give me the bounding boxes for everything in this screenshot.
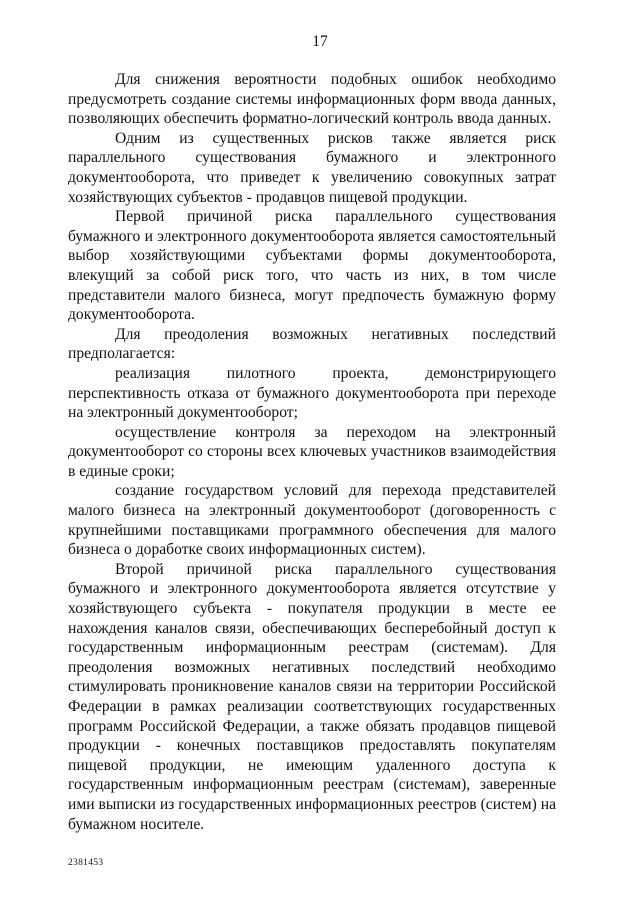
paragraph-second-cause: Второй причиной риска параллельного существования бумажного и электронного документооборота является отсутствие у хозяйствующего субъекта - покупателя продукции в месте ее нахождения каналов связи, обеспечивающих бесперебойный доступ к государственным информационным реестрам (системам). Для преодоления возможных негативных последствий необходимо стимулировать проникновение каналов связи на территории Российской Федерации в рамках реализации соответствующих государственных программ Российской Федерации, а также обязать продавцов пищевой продукции - конечных поставщиков предоставлять покупателям пищевой продукции, не имеющим удаленного доступа к государственным информационным реестрам (системам), заверенные ими выписки из государственных информационных реестров (систем) на бумажном носителе. <box>68 560 556 833</box>
document-body <box>68 70 556 834</box>
page-number: 17 <box>312 33 328 50</box>
paragraph-error-reduction: Для снижения вероятности подобных ошибок необходимо предусмотреть создание системы информационных форм ввода данных, позволяющих обеспечить форматно-логический контроль ввода данных. <box>68 71 556 128</box>
paragraph-transition-control: осуществление контроля за переходом на электронный документооборот со стороны всех ключевых участников взаимодействия в единые сроки; <box>68 423 556 480</box>
document-code: 2381453 <box>68 858 104 868</box>
paragraph-small-business: создание государством условий для перехода представителей малого бизнеса на электронный документооборот (договоренность с крупнейшими поставщиками программного обеспечения для малого бизнеса о доработке своих информационных систем). <box>68 482 556 559</box>
paragraph-parallel-risk: Одним из существенных рисков также является риск параллельного существования бумажного и электронного документооборота, что приведет к увеличению совокупных затрат хозяйствующих субъектов - продавцов пищевой продукции. <box>68 129 556 206</box>
paragraph-mitigation-intro: Для преодоления возможных негативных последствий предполагается: <box>68 325 556 363</box>
paragraph-first-cause: Первой причиной риска параллельного существования бумажного и электронного документооборота является самостоятельный выбор хозяйствующими субъектами формы документооборота, влекущий за собой риск того, что часть из них, в том числе представители малого бизнеса, могут предпочесть бумажную форму документооборота. <box>68 208 556 324</box>
paragraph-pilot-project: реализация пилотного проекта, демонстрирующего перспективность отказа от бумажного документооборота при переходе на электронный документооборот; <box>68 364 556 422</box>
